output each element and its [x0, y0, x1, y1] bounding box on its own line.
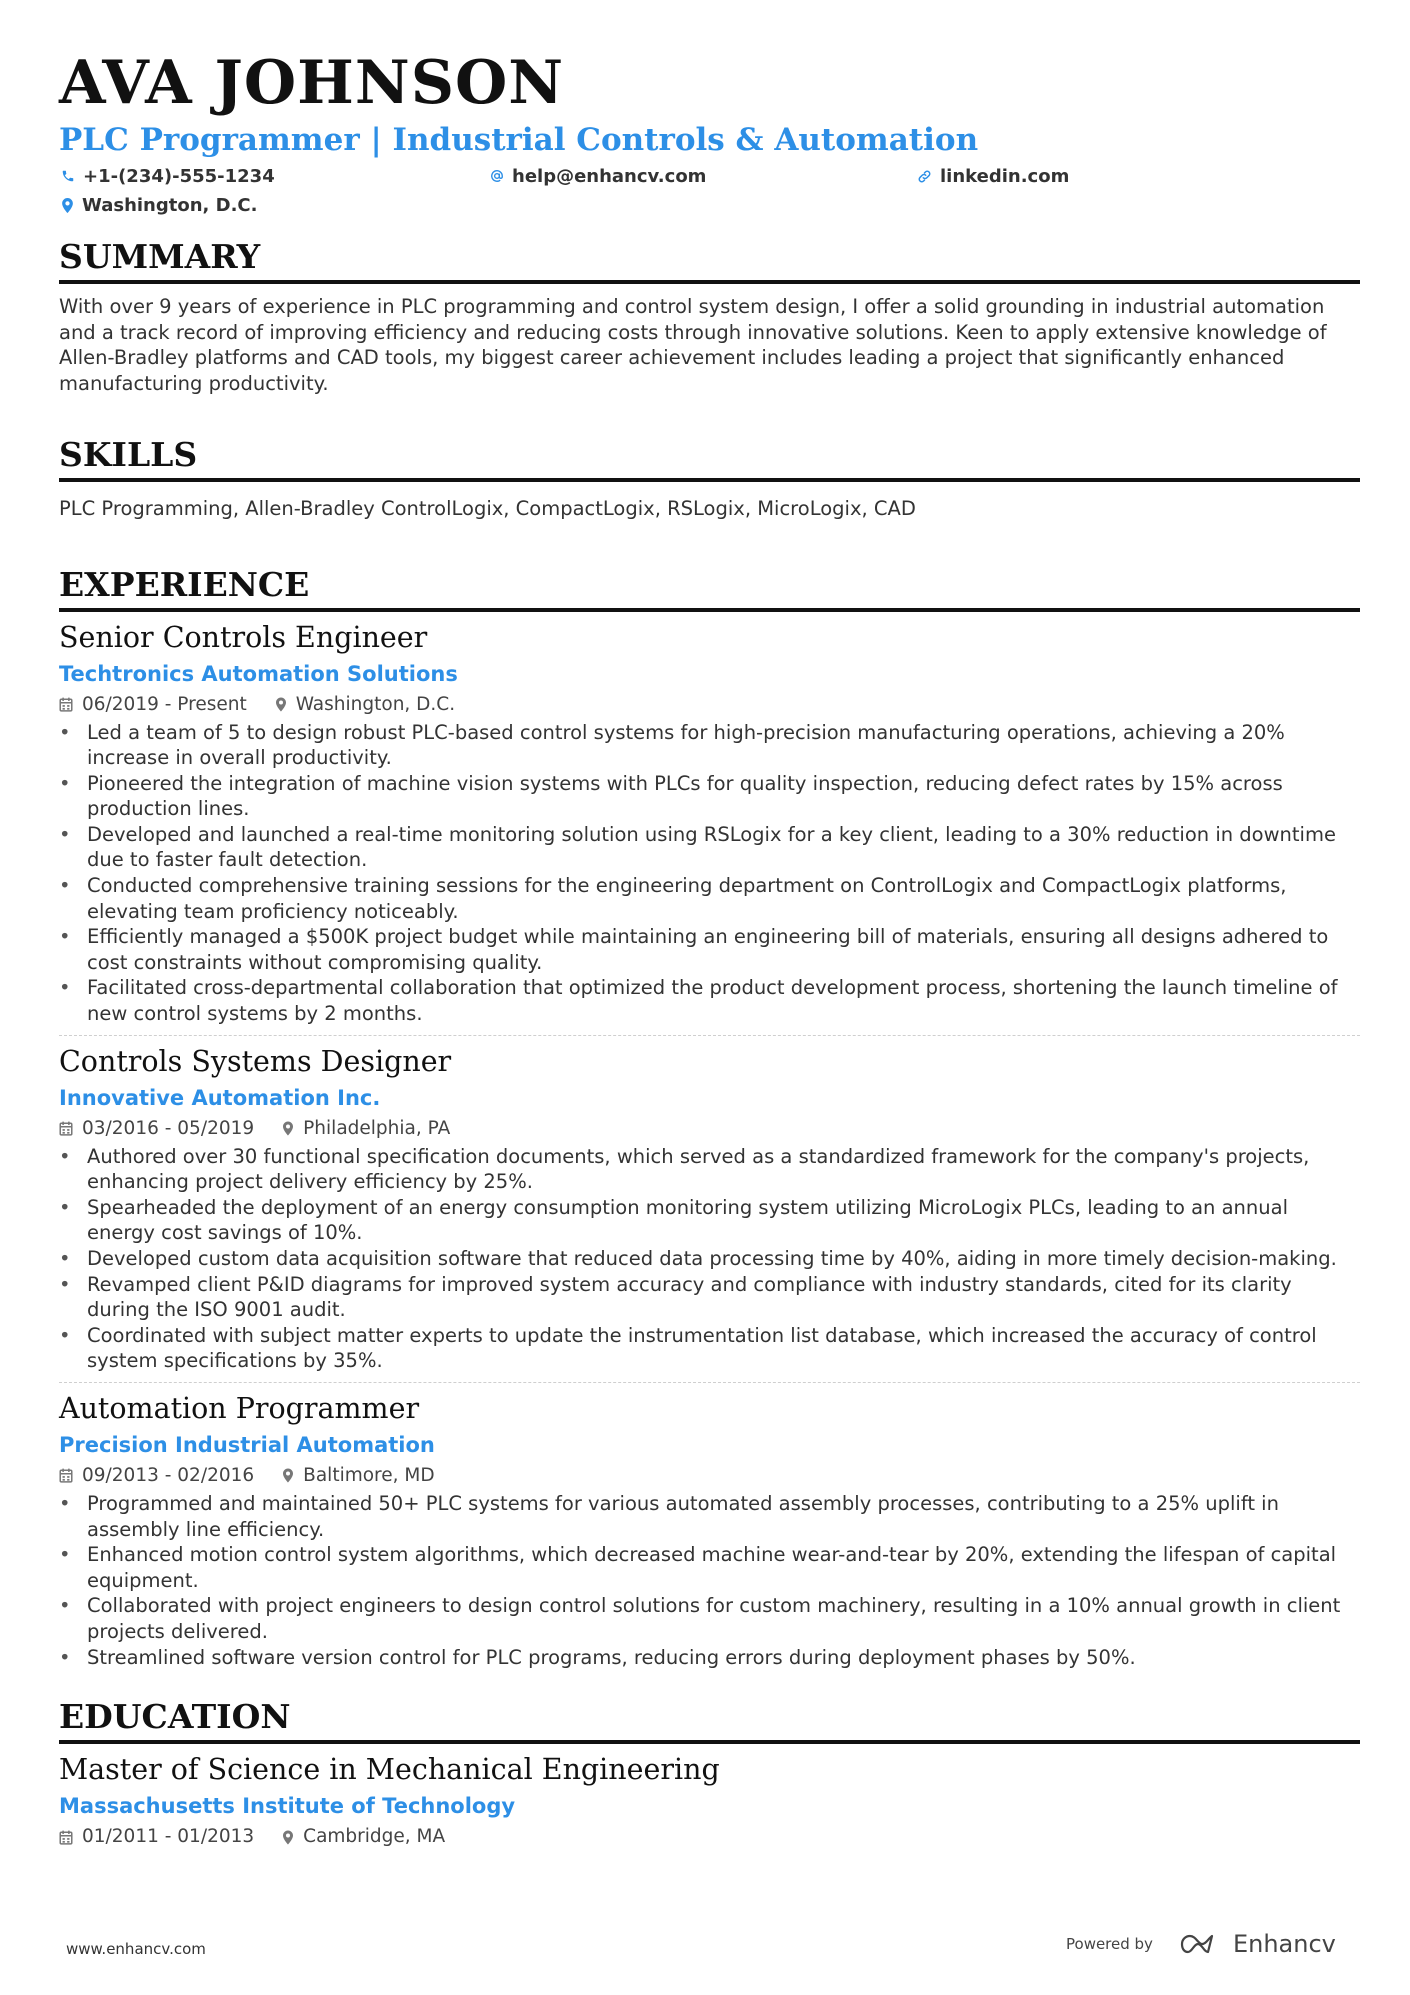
contact-location [61, 191, 257, 219]
experience-heading: EXPERIENCE [59, 564, 1360, 612]
bullet-item: • Spearheaded the deployment of an energy consumption monitoring system utilizing MicroLogix PLCs, leading to an annual energy cost savings of 10%. [59, 1195, 1360, 1246]
job-dates: 03/2016 - 05/2019 [82, 1117, 255, 1139]
summary-text: With over 9 years of experience in PLC programming and control system design, I offer a solid grounding in industrial automation and a track record of improving efficiency and reducing costs through innovative solutions. Keen to apply extensive knowledge of Allen-Bradley platforms and CAD tools, my biggest career achievement includes leading a project that significantly enhanced manufacturing productivity. [59, 295, 1327, 395]
powered-by-label: Powered by [1066, 1935, 1153, 1953]
company-name: Techtronics Automation Solutions [59, 661, 458, 686]
entry-divider [59, 1382, 1360, 1383]
bullet-item: • Programmed and maintained 50+ PLC systems for various automated assembly processes, contributing to a 25% uplift in assembly line efficiency. [59, 1491, 1360, 1542]
bullet-item: • Revamped client P&ID diagrams for improved system accuracy and compliance with industry standards, cited for its clarity during the ISO 9001 audit. [59, 1272, 1360, 1323]
job-bullets [59, 1491, 1360, 1670]
job-title: Senior Controls Engineer [59, 620, 428, 654]
job-title: Automation Programmer [59, 1391, 420, 1425]
bullet-item: • Conducted comprehensive training sessions for the engineering department on ControlLogix and CompactLogix platforms, elevating team proficiency noticeably. [59, 873, 1360, 924]
enhancv-logo-icon [1179, 1933, 1225, 1955]
contact-email[interactable] [490, 162, 706, 190]
email-address: help@enhancv.com [512, 165, 707, 187]
location-pin-icon [282, 1830, 294, 1845]
summary-heading: SUMMARY [59, 236, 1360, 284]
contact-phone[interactable] [61, 162, 275, 190]
brand-name: Enhancv [1232, 1930, 1336, 1958]
footer-website[interactable]: www.enhancv.com [66, 1940, 206, 1958]
phone-number: +1-(234)-555-1234 [83, 165, 275, 187]
job-entry [59, 618, 1360, 1027]
bullet-item: • Streamlined software version control for PLC programs, reducing errors during deployment phases by 50%. [59, 1645, 1360, 1671]
education-dates: 01/2011 - 01/2013 [82, 1826, 255, 1848]
job-meta [59, 690, 1360, 720]
school-name: Massachusetts Institute of Technology [59, 1794, 516, 1819]
bullet-item: • Developed custom data acquisition software that reduced data processing time by 40%, aiding in more timely decision-making. [59, 1246, 1360, 1272]
phone-icon [61, 169, 75, 183]
job-meta [59, 1114, 1360, 1144]
job-bullets [59, 720, 1360, 1027]
job-dates: 09/2013 - 02/2016 [82, 1464, 255, 1486]
job-entry [59, 1042, 1360, 1374]
bullet-item: • Collaborated with project engineers to design control solutions for custom machinery, resulting in a 10% annual growth in client projects delivered. [59, 1593, 1360, 1644]
job-dates: 06/2019 - Present [82, 693, 247, 715]
location-text: Washington, D.C. [82, 194, 258, 216]
bullet-item: • Efficiently managed a $500K project budget while maintaining an engineering bill of materials, ensuring all designs adhered to cost constraints without compromising quality. [59, 924, 1360, 975]
skills-section [59, 434, 1360, 522]
calendar-icon [59, 1830, 73, 1845]
calendar-icon [59, 697, 73, 712]
bullet-item: • Led a team of 5 to design robust PLC-based control systems for high-precision manufacturing operations, achieving a 20% increase in overall productivity. [59, 720, 1360, 771]
location-pin-icon [61, 198, 74, 213]
location-pin-icon [282, 1121, 294, 1136]
candidate-role: PLC Programmer | Industrial Controls & Automation [59, 122, 979, 158]
education-heading: EDUCATION [59, 1696, 1360, 1744]
skills-heading: SKILLS [59, 434, 1360, 482]
company-name: Innovative Automation Inc. [59, 1085, 381, 1110]
at-icon [490, 169, 504, 183]
bullet-item: • Pioneered the integration of machine vision systems with PLCs for quality inspection, reducing defect rates by 15% across production lines. [59, 771, 1360, 822]
calendar-icon [59, 1468, 73, 1483]
education-meta [59, 1822, 1360, 1852]
job-bullets [59, 1144, 1360, 1374]
job-location: Philadelphia, PA [303, 1117, 451, 1139]
location-pin-icon [282, 1468, 294, 1483]
skills-text: PLC Programming, Allen-Bradley ControlLogix, CompactLogix, RSLogix, MicroLogix, CAD [59, 497, 916, 520]
company-name: Precision Industrial Automation [59, 1432, 435, 1457]
bullet-item: • Authored over 30 functional specification documents, which served as a standardized framework for the company's projects, enhancing project delivery efficiency by 25%. [59, 1144, 1360, 1195]
education-section [59, 1696, 1360, 1852]
footer-branding[interactable] [1066, 1930, 1336, 1958]
location-pin-icon [275, 697, 287, 712]
resume [59, 40, 1360, 1852]
bullet-item: • Developed and launched a real-time monitoring solution using RSLogix for a key client, leading to a 30% reduction in downtime due to faster fault detection. [59, 822, 1360, 873]
linkedin-url: linkedin.com [940, 165, 1070, 187]
calendar-icon [59, 1121, 73, 1136]
education-location: Cambridge, MA [303, 1826, 446, 1848]
candidate-name: AVA JOHNSON [59, 48, 565, 118]
resume-header [59, 40, 1360, 224]
bullet-item: • Enhanced motion control system algorithms, which decreased machine wear-and-tear by 20%, extending the lifespan of capital equipment. [59, 1542, 1360, 1593]
summary-section [59, 236, 1360, 396]
job-title: Controls Systems Designer [59, 1044, 452, 1078]
contact-info [59, 162, 1360, 224]
job-location: Baltimore, MD [303, 1464, 435, 1486]
job-location: Washington, D.C. [295, 693, 456, 715]
bullet-item: • Facilitated cross-departmental collaboration that optimized the product development process, shortening the launch timeline of new control systems by 2 months. [59, 975, 1360, 1026]
contact-linkedin[interactable] [917, 162, 1069, 190]
job-meta [59, 1461, 1360, 1491]
bullet-item: • Coordinated with subject matter experts to update the instrumentation list database, which increased the accuracy of control system specifications by 35%. [59, 1323, 1360, 1374]
entry-divider [59, 1035, 1360, 1036]
degree-title: Master of Science in Mechanical Engineering [59, 1753, 720, 1787]
job-entry [59, 1389, 1360, 1670]
experience-section [59, 564, 1360, 1671]
link-icon [917, 169, 932, 184]
